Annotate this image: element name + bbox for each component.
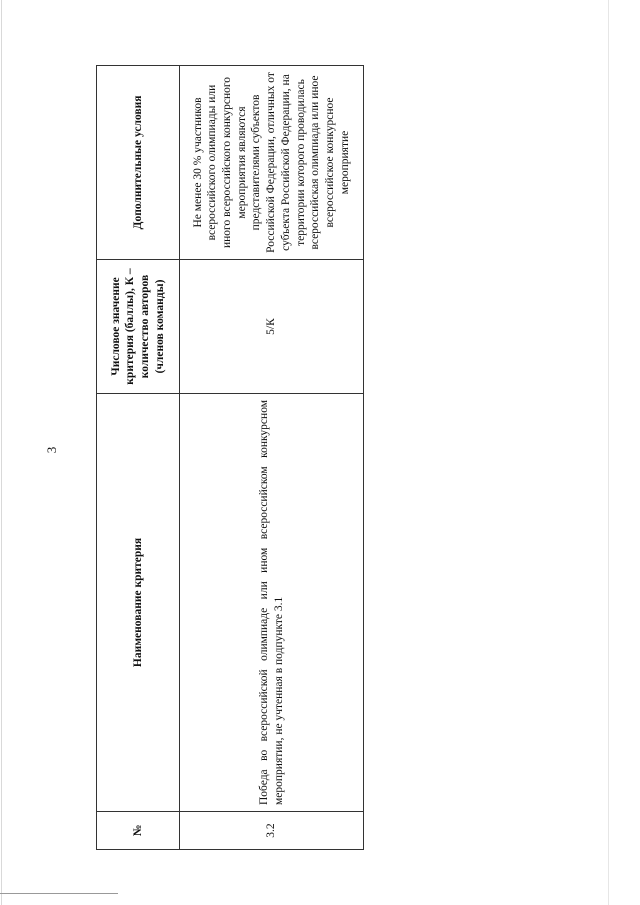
page-number: 3 xyxy=(44,446,59,454)
criteria-table-rotated xyxy=(96,66,364,850)
row-criterion-value: 5/К xyxy=(180,260,364,394)
scan-edge-line-right xyxy=(608,0,609,905)
scan-edge-line-left xyxy=(1,0,2,905)
row-number: 3.2 xyxy=(180,812,364,850)
criteria-table xyxy=(96,65,364,850)
header-criterion-value: Числовое значение критерия (баллы), К – количество авторов (членов команды) xyxy=(97,260,180,394)
header-criterion-name: Наименование критерия xyxy=(97,394,180,812)
scan-bottom-rule xyxy=(0,893,118,894)
row-criterion-name: Победа во всероссийской олимпиаде или ином всероссийском конкурсном мероприятии, не учтенная в подпункте 3.1 xyxy=(180,394,364,812)
table-row xyxy=(180,66,364,850)
header-additional-conditions: Дополнительные условия xyxy=(97,66,180,260)
header-number: № xyxy=(97,812,180,850)
criteria-table-frame xyxy=(96,66,364,850)
table-header-row xyxy=(97,66,180,850)
row-additional-conditions: Не менее 30 % участников всероссийского олимпиады или иного всероссийского конкурсного мероприятия являются представителями субъектов Российской Федерации, отличных от субъекта Российской Федерации, на территории которого проводилась всероссийская олимпиада или иное всероссийское конкурсное мероприятие xyxy=(180,66,364,260)
